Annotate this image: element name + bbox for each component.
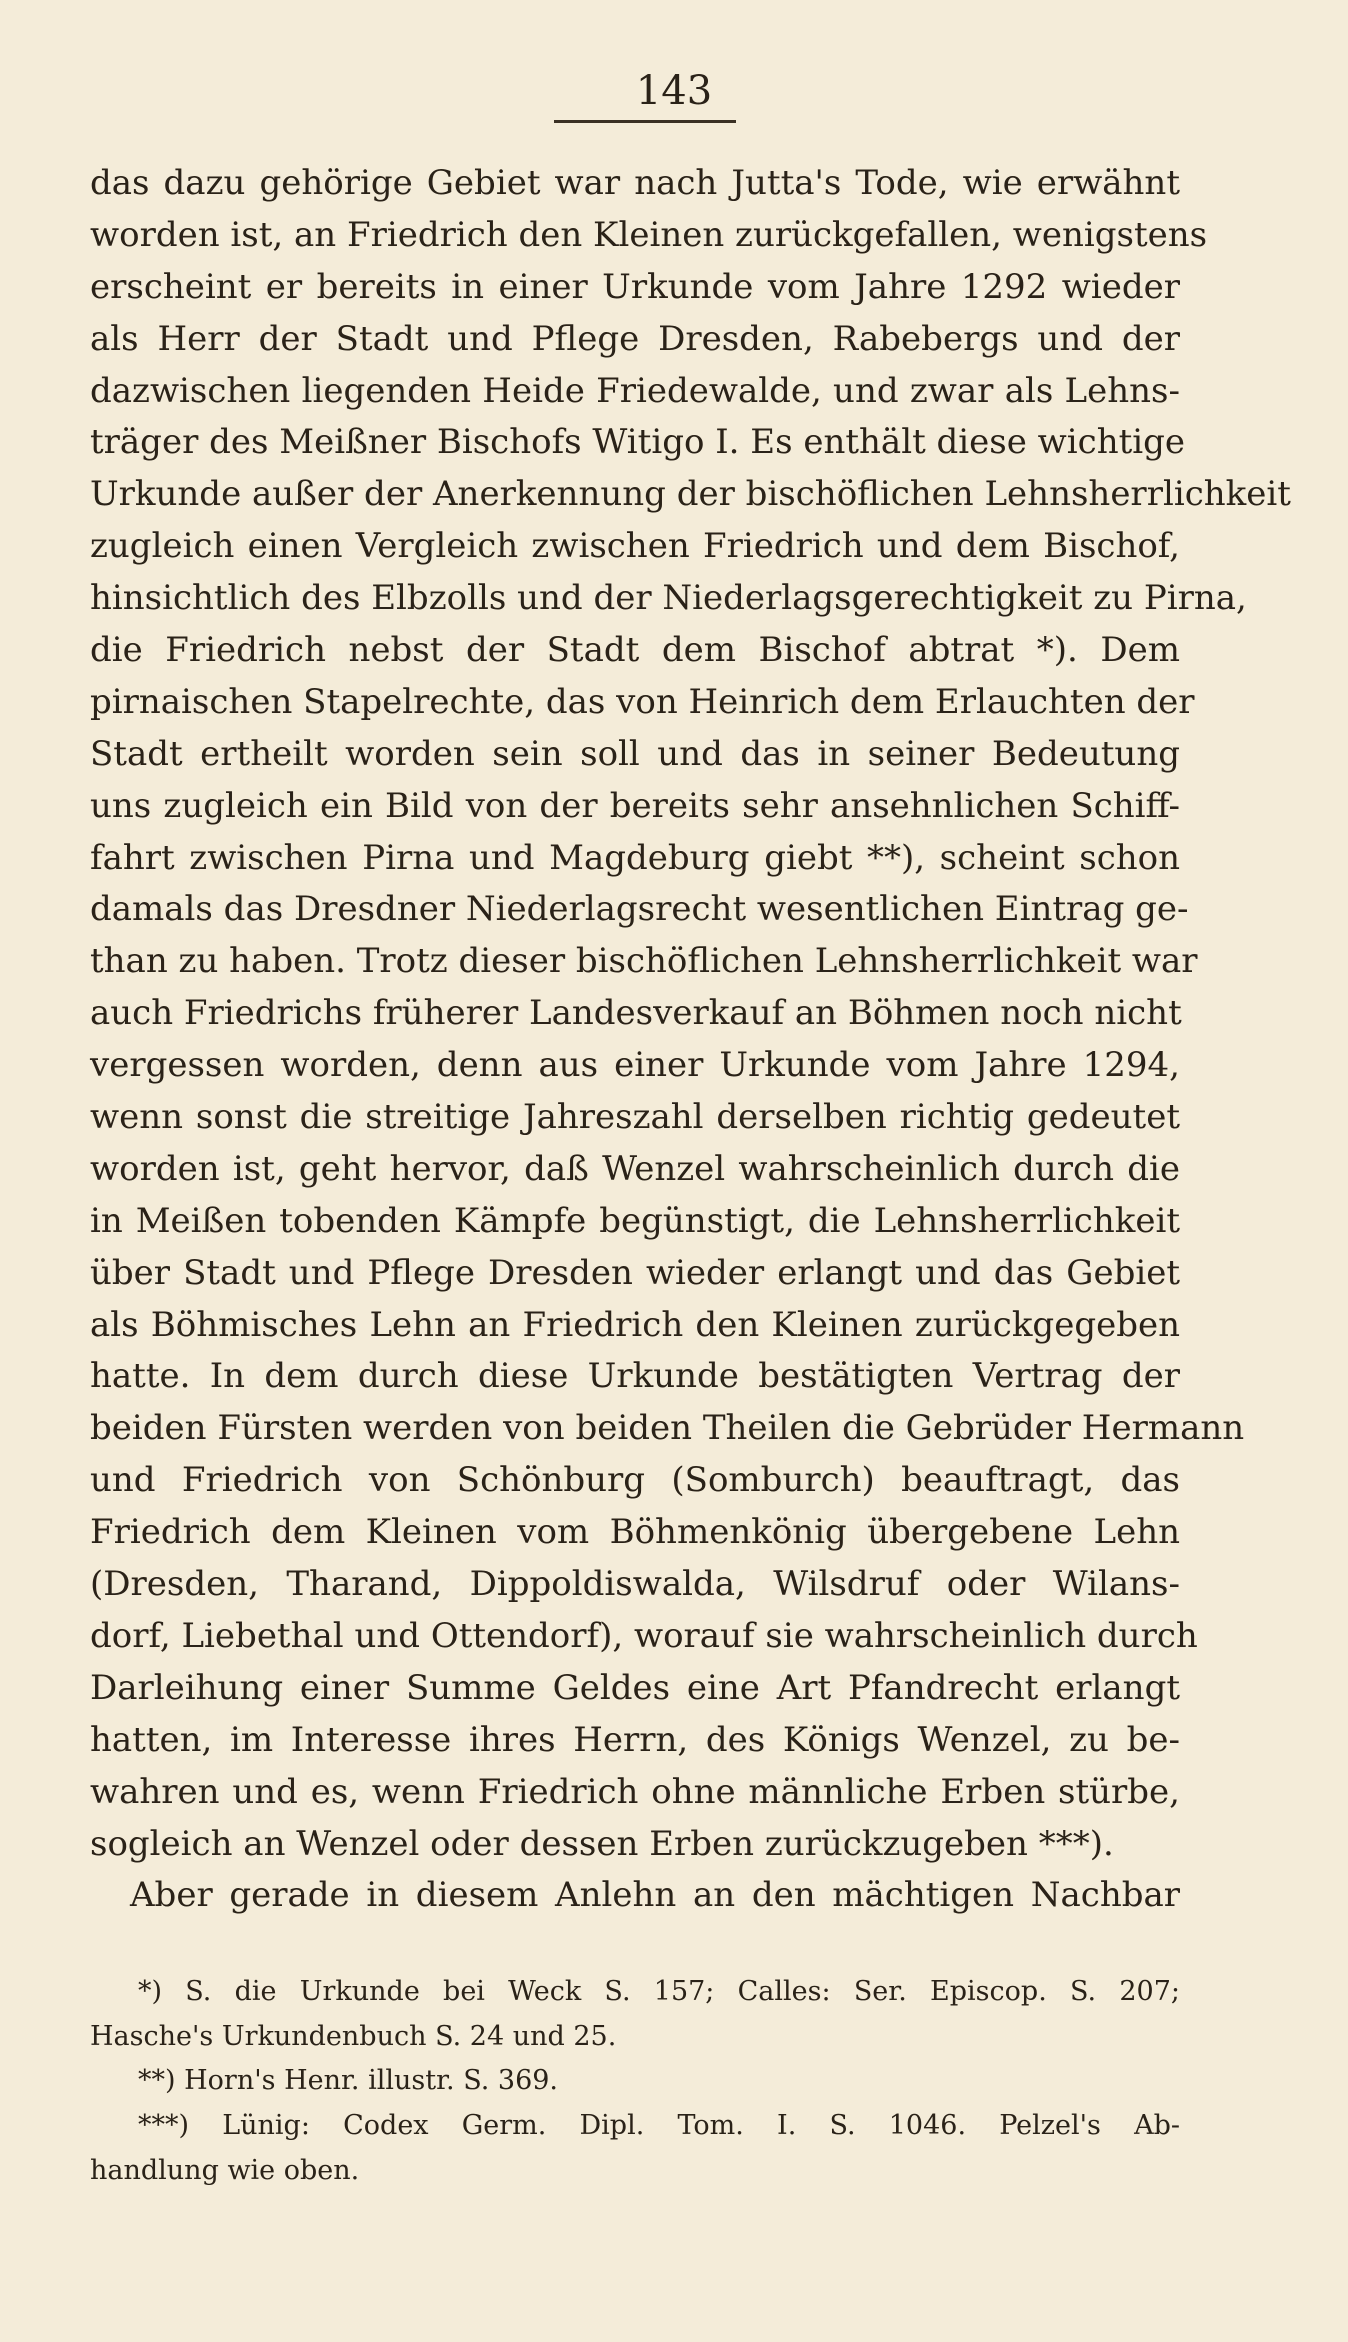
text-line: zugleich einen Vergleich zwischen Friedrich und dem Bischof, xyxy=(90,526,1180,567)
text-line: dazwischen liegenden Heide Friedewalde, und zwar als Lehns- xyxy=(90,370,1180,411)
text-line: beiden Fürsten werden von beiden Theilen die Gebrüder Hermann xyxy=(90,1408,1245,1449)
footnote-line: ***) Lünig: Codex Germ. Dipl. Tom. I. S. 1046. Pelzel's Ab- xyxy=(138,2110,1180,2142)
text-line: uns zugleich ein Bild von der bereits sehr ansehnlichen Schiff- xyxy=(90,785,1180,826)
text-line: und Friedrich von Schönburg (Somburch) beauftragt, das xyxy=(90,1460,1180,1501)
footnote-line: *) S. die Urkunde bei Weck S. 157; Calles: Ser. Episcop. S. 207; xyxy=(138,1976,1180,2007)
text-line: dorf, Liebethal und Ottendorf), worauf sie wahrscheinlich durch xyxy=(90,1615,1198,1656)
text-line: wenn sonst die streitige Jahreszahl derselben richtig gedeutet xyxy=(90,1097,1180,1138)
text-line: die Friedrich nebst der Stadt dem Bischof abtrat *). Dem xyxy=(90,630,1180,671)
page-number: 143 xyxy=(635,68,713,114)
text-line: hatten, im Interesse ihres Herrn, des Königs Wenzel, zu be- xyxy=(90,1719,1180,1760)
text-line: auch Friedrichs früherer Landesverkauf an Böhmen noch nicht xyxy=(90,993,1182,1034)
text-line: das dazu gehörige Gebiet war nach Jutta's Tode, wie erwähnt xyxy=(90,163,1180,203)
text-line: als Böhmisches Lehn an Friedrich den Kleinen zurückgegeben xyxy=(90,1304,1180,1345)
footnote-line: **) Horn's Henr. illustr. S. 369. xyxy=(138,2065,559,2097)
footnote-line: handlung wie oben. xyxy=(90,2154,360,2186)
header-rule xyxy=(554,120,736,123)
text-line: Stadt ertheilt worden sein soll und das in seiner Bedeutung xyxy=(90,733,1180,774)
text-line: über Stadt und Pflege Dresden wieder erlangt und das Gebiet xyxy=(90,1252,1180,1293)
text-line: hinsichtlich des Elbzolls und der Niederlagsgerechtigkeit zu Pirna, xyxy=(90,578,1247,619)
text-line: vergessen worden, denn aus einer Urkunde vom Jahre 1294, xyxy=(90,1045,1180,1086)
text-line: Urkunde außer der Anerkennung der bischöflichen Lehnsherrlichkeit xyxy=(90,474,1291,515)
text-line: pirnaischen Stapelrechte, das von Heinrich dem Erlauchten der xyxy=(90,681,1195,722)
text-line: sogleich an Wenzel oder dessen Erben zurückzugeben ***). xyxy=(90,1823,1114,1864)
text-line: Friedrich dem Kleinen vom Böhmenkönig übergebene Lehn xyxy=(90,1512,1180,1553)
text-line: hatte. In dem durch diese Urkunde bestätigten Vertrag der xyxy=(90,1356,1180,1397)
footnotes xyxy=(90,1970,1180,2193)
text-line: worden ist, an Friedrich den Kleinen zurückgefallen, wenigstens xyxy=(90,214,1208,255)
text-line: wahren und es, wenn Friedrich ohne männliche Erben stürbe, xyxy=(90,1771,1180,1812)
text-line: damals das Dresdner Niederlagsrecht wesentlichen Eintrag ge- xyxy=(90,889,1189,930)
text-line: fahrt zwischen Pirna und Magdeburg giebt **), scheint schon xyxy=(90,837,1180,878)
text-line: Aber gerade in diesem Anlehn an den mächtigen Nachbar xyxy=(130,1875,1180,1916)
text-line: Darleihung einer Summe Geldes eine Art Pfandrecht erlangt xyxy=(90,1667,1180,1708)
text-line: als Herr der Stadt und Pflege Dresden, Rabebergs und der xyxy=(90,318,1180,359)
footnote-line: Hasche's Urkundenbuch S. 24 und 25. xyxy=(90,2020,617,2052)
text-line: worden ist, geht hervor, daß Wenzel wahrscheinlich durch die xyxy=(90,1148,1180,1189)
text-line: träger des Meißner Bischofs Witigo I. Es enthält diese wichtige xyxy=(90,422,1186,463)
text-line: in Meißen tobenden Kämpfe begünstigt, die Lehnsherrlichkeit xyxy=(90,1200,1180,1241)
text-line: erscheint er bereits in einer Urkunde vom Jahre 1292 wieder xyxy=(90,266,1180,307)
body-text xyxy=(90,158,1291,1922)
text-line: (Dresden, Tharand, Dippoldiswalda, Wilsdruf oder Wilans- xyxy=(90,1564,1180,1605)
text-line: than zu haben. Trotz dieser bischöflichen Lehnsherrlichkeit war xyxy=(90,941,1198,982)
